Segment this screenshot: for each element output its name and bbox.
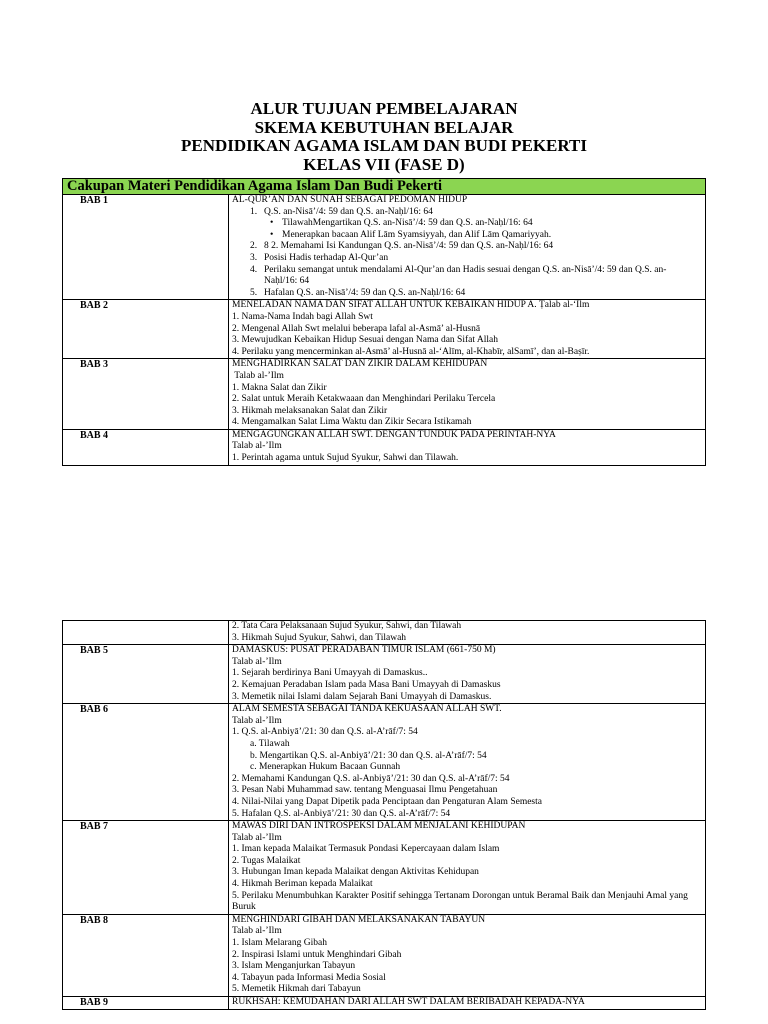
list-item: 3. Hikmah Sujud Syukur, Sahwi, dan Tilawah: [232, 632, 407, 643]
list-item: 2. Mengenal Allah Swt melalui beberapa lafal al-Asmā’ al-Husnā: [232, 323, 481, 334]
bab-label: BAB 1: [63, 195, 229, 300]
list-item: 1. Sejarah berdirinya Bani Umayyah di Damaskus..: [232, 668, 428, 679]
list-item: 4. Mengamalkan Salat Lima Waktu dan Zikir Secara Istikamah: [232, 417, 472, 428]
bab-label: BAB 5: [63, 645, 229, 704]
list-item: 5. Memetik Hikmah dari Tabayun: [232, 984, 361, 995]
list-item: 2. Tugas Malaikat: [232, 855, 301, 866]
list-item: 5. Hafalan Q.S. an-Nisā’/4: 59 dan Q.S. an-Naḥl/16: 64: [250, 287, 466, 298]
list-item: Talab al-’Ilm: [232, 370, 284, 381]
list-item: 2. Salat untuk Meraih Ketakwaaan dan Menghindari Perilaku Tercela: [232, 394, 496, 405]
title-line: ALUR TUJUAN PEMBELAJARAN: [250, 99, 518, 118]
bab-label: BAB 9: [63, 997, 229, 1010]
list-item: 5. Hafalan Q.S. al-Anbiyā’/21: 30 dan Q.S. al-A’rāf/7: 54: [232, 808, 451, 819]
bab-content: [229, 704, 706, 821]
table-row: [63, 821, 706, 915]
title-line: KELAS VII (FASE D): [303, 154, 465, 174]
materi-table-bottom: [62, 620, 706, 1010]
bab-content: [229, 195, 706, 300]
list-item: 4. Hikmah Beriman kepada Malaikat: [232, 879, 373, 890]
bab-heading: MENGAGUNGKAN ALLAH SWT. DENGAN TUNDUK PADA PERINTAH-NYA: [232, 429, 556, 440]
table-row: [63, 359, 706, 430]
title-line: SKEMA KEBUTUHAN BELAJAR: [254, 117, 514, 137]
materi-table-top: [62, 178, 706, 466]
table-row: [63, 429, 706, 465]
bab-heading: DAMASKUS: PUSAT PERADABAN TIMUR ISLAM (661-750 M): [232, 645, 496, 656]
table-row: [63, 195, 706, 300]
list-item: 2. Tata Cara Pelaksanaan Sujud Syukur, Sahwi, dan Tilawah: [232, 621, 462, 631]
list-item: Talab al-’Ilm: [232, 656, 282, 667]
list-item: 2. Inspirasi Islami untuk Menghindari Gibah: [232, 949, 402, 960]
list-item: 4. Tabayun pada Informasi Media Sosial: [232, 972, 386, 983]
table-row: [63, 300, 706, 359]
list-item: 4. Perilaku yang mencerminkan al-Asmā’ al-Husnā al-‘Alīm, al-Khabīr, alSamī’, dan al-Baṣīr.: [232, 346, 590, 357]
list-item: 3. Islam Menganjurkan Tabayun: [232, 961, 356, 972]
title-line: PENDIDIKAN AGAMA ISLAM DAN BUDI PEKERTI: [180, 136, 588, 155]
bab-heading: MAWAS DIRI DAN INTROSPEKSI DALAM MENJALANI KEHIDUPAN: [232, 821, 526, 832]
bab-content: [229, 645, 706, 704]
bab-heading: MENGHINDARI GIBAH DAN MELAKSANAKAN TABAYUN: [232, 914, 486, 925]
bab-content: [229, 429, 706, 465]
bab-heading: ALAM SEMESTA SEBAGAI TANDA KEKUASAAN ALLAH SWT.: [232, 704, 502, 715]
bab-content: [229, 997, 706, 1010]
list-item: 3. Hikmah melaksanakan Salat dan Zikir: [232, 405, 388, 416]
bab-label: BAB 6: [63, 704, 229, 821]
list-item: 1. Perintah agama untuk Sujud Syukur, Sahwi dan Tilawah.: [232, 453, 459, 464]
table-row: [63, 914, 706, 996]
list-item: 3. Posisi Hadis terhadap Al-Qur’an: [250, 252, 389, 263]
bab-heading: AL-QUR’AN DAN SUNAH SEBAGAI PEDOMAN HIDUP: [232, 195, 468, 205]
list-item: 4. Nilai-Nilai yang Dapat Dipetik pada Penciptaan dan Pengaturan Alam Semesta: [232, 796, 542, 807]
bab-label: BAB 4: [63, 429, 229, 465]
list-item: 1. Islam Melarang Gibah: [232, 938, 327, 949]
table-row: [63, 645, 706, 704]
list-item: Talab al-’Ilm: [232, 832, 282, 843]
bab-label: BAB 8: [63, 914, 229, 996]
list-item: • TilawahMengartikan Q.S. an-Nisā’/4: 59 dan Q.S. an-Naḥl/16: 64: [270, 218, 533, 229]
list-item: 3. Mewujudkan Kebaikan Hidup Sesuai dengan Nama dan Sifat Allah: [232, 335, 498, 346]
list-item: 3. Memetik nilai Islami dalam Sejarah Bani Umayyah di Damaskus.: [232, 691, 492, 702]
list-item: 2. 8 2. Memahami Isi Kandungan Q.S. an-Nisā’/4: 59 dan Q.S. an-Naḥl/16: 64: [250, 241, 554, 252]
list-item: 2. Kemajuan Peradaban Islam pada Masa Bani Umayyah di Damaskus: [232, 679, 501, 690]
list-item: c. Menerapkan Hukum Bacaan Gunnah: [250, 762, 401, 773]
table-row: [63, 997, 706, 1010]
bab-content: [229, 300, 706, 359]
list-item: 4. Perilaku semangat untuk mendalami Al-Qur’an dan Hadis sesuai dengan Q.S. an-Nisā’/4: 59 dan Q.S. an-Naḥl/16: 64: [250, 264, 667, 287]
list-item: Talab al-’Ilm: [232, 926, 282, 937]
bab-label: BAB 3: [63, 359, 229, 430]
table-row: [63, 704, 706, 821]
document-title: [0, 100, 768, 174]
bab-content: [229, 821, 706, 915]
list-item: 1. Makna Salat dan Zikir: [232, 382, 327, 393]
list-item: 1. Iman kepada Malaikat Termasuk Pondasi Kepercayaan dalam Islam: [232, 844, 500, 855]
list-item: 1. Nama-Nama Indah bagi Allah Swt: [232, 311, 373, 322]
list-item: Talab al-’Ilm: [232, 715, 282, 726]
list-item: 1. Q.S. al-Anbiyā’/21: 30 dan Q.S. al-A’rāf/7: 54: [232, 727, 418, 738]
table-row: [63, 621, 706, 645]
list-item: a. Tilawah: [250, 738, 290, 749]
list-item: 3. Pesan Nabi Muhammad saw. tentang Menguasai Ilmu Pengetahuan: [232, 785, 498, 796]
bab-label-empty: [63, 621, 229, 645]
bab-content: [229, 359, 706, 430]
bab-label: BAB 7: [63, 821, 229, 915]
bab-heading: MENGHADIRKAN SALAT DAN ZIKIR DALAM KEHIDUPAN: [232, 359, 488, 370]
list-item: • Menerapkan bacaan Alif Lām Syamsiyyah, dan Alif Lām Qamariyyah.: [270, 229, 552, 240]
bab-heading: RUKHSAH: KEMUDAHAN DARI ALLAH SWT DALAM BERIBADAH KEPADA-NYA: [232, 997, 585, 1007]
bab-heading: MENELADAN NAMA DAN SIFAT ALLAH UNTUK KEBAIKAN HIDUP A. Ṭalab al-‘Ilm: [232, 300, 590, 311]
section-header: Cakupan Materi Pendidikan Agama Islam Dan Budi Pekerti: [63, 179, 706, 195]
list-item: 2. Memahami Kandungan Q.S. al-Anbiyā’/21: 30 dan Q.S. al-A’rāf/7: 54: [232, 773, 510, 784]
bab-label: BAB 2: [63, 300, 229, 359]
bab-content: [229, 621, 706, 645]
bab-content: [229, 914, 706, 996]
list-item: b. Mengartikan Q.S. al-Anbiyā’/21: 30 dan Q.S. al-A’rāf/7: 54: [250, 750, 487, 761]
list-item: 3. Hubungan Iman kepada Malaikat dengan Aktivitas Kehidupan: [232, 867, 479, 878]
list-item: 1. Q.S. an-Nisā’/4: 59 dan Q.S. an-Naḥl/16: 64: [250, 206, 433, 217]
list-item: Talab al-’Ilm: [232, 441, 282, 452]
list-item: 5. Perilaku Menumbuhkan Karakter Positif sehingga Tertanam Dorongan untuk Beramal Baik dan Menjauhi Amal yang Buruk: [232, 890, 688, 913]
